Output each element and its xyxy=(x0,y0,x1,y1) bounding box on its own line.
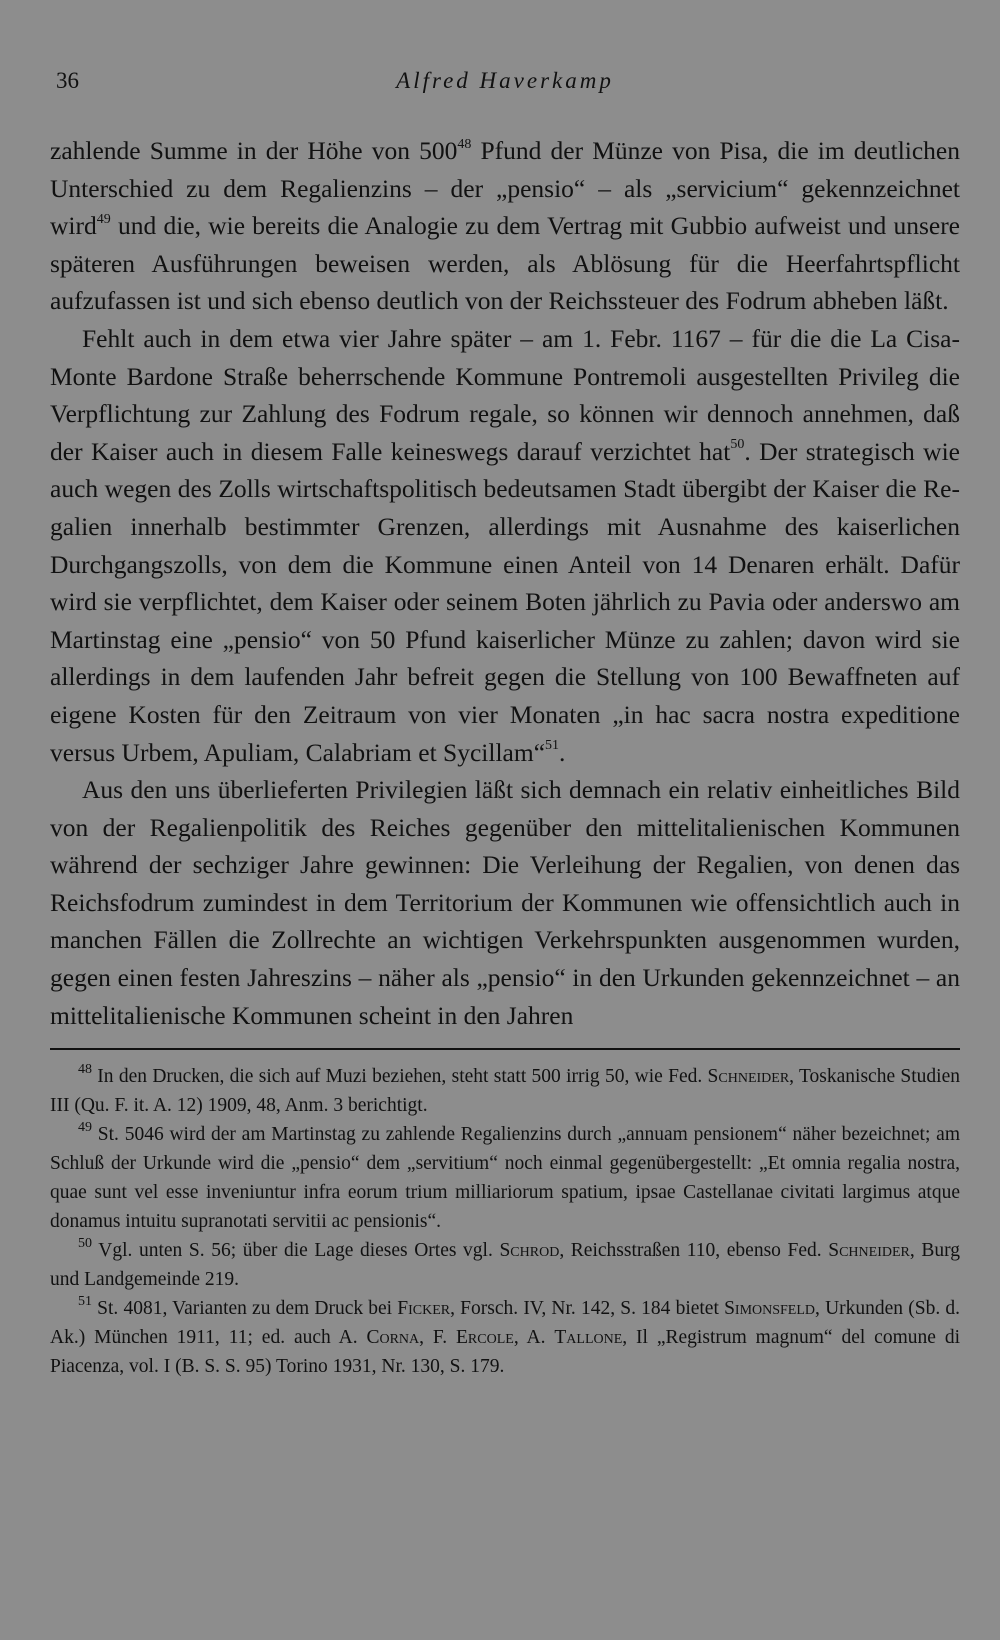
author-name: Ficker xyxy=(397,1298,451,1320)
author-name: Corna xyxy=(366,1327,420,1349)
author-name: Tallone xyxy=(554,1327,623,1349)
page-number: 36 xyxy=(56,68,79,93)
paragraph-text: . xyxy=(559,737,566,767)
footnote-text: , Il „Registrum magnum“ del comune di Piacenza, vol. I (B. S. S. 95) Torino 1931, Nr. 130, S. 179. xyxy=(50,1327,960,1378)
footnote-ref-51: 51 xyxy=(545,738,560,753)
paragraph-1 xyxy=(50,132,960,320)
footnote-number: 50 xyxy=(78,1235,92,1251)
footnote-divider xyxy=(50,1048,960,1050)
footnote-text: St. 5046 wird der am Martinstag zu zahlende Regalienzins durch „annuam pensionem“ näher bezeichnet; am Schluß der Urkunde wird die „pensio“ dem „servitium“ noch einmal gegenübergestellt: „Et omnia regalia nostra, quae sunt vel esse inveniuntur infra eorum trium milliariorum spatium, ipsae Castellanae civitati largimus atque donamus intuitu supranotati servitii ac pensionis“. xyxy=(50,1124,960,1233)
page-header xyxy=(50,60,960,104)
footnote-number: 48 xyxy=(78,1061,92,1077)
footnote-51 xyxy=(50,1294,960,1381)
footnote-48 xyxy=(50,1062,960,1120)
footnote-ref-49: 49 xyxy=(96,211,111,227)
footnote-text: Vgl. unten S. 56; über die Lage dieses Ortes vgl. xyxy=(92,1240,500,1262)
footnote-50 xyxy=(50,1236,960,1294)
footnote-text: , Forsch. IV, Nr. 142, S. 184 bietet xyxy=(450,1298,725,1320)
footnote-text: , A. xyxy=(513,1327,555,1349)
footnote-text: In den Drucken, die sich auf Muzi beziehen, steht statt 500 irrig 50, wie Fed. xyxy=(92,1066,708,1088)
footnote-number: 51 xyxy=(78,1293,92,1309)
footnote-text: , Burg und Landgemeinde 219. xyxy=(50,1240,960,1291)
paragraph-text: Fehlt auch in dem etwa vier Jahre später – am 1. Febr. 1167 – für die die La Cisa-Monte Bardone Straße beherrschende Kommune Pontremoli ausgestellten Privileg die Verpflichtung zur Zahlung des Fodrum regale, so können wir dennoch annehmen, daß der Kaiser auch in diesem Falle keineswegs darauf verzichtet hat xyxy=(50,323,960,466)
main-text xyxy=(50,132,960,1034)
footnote-number: 49 xyxy=(78,1119,92,1135)
paragraph-text: Pfund der Münze von Pisa, die im deutlichen Unterschied zu dem Regalienzins – der „pensio“ – als „servicium“ gekennzeichnet wird xyxy=(50,136,960,241)
footnote-text: , F. xyxy=(419,1327,456,1349)
author-name: Schneider xyxy=(828,1240,910,1262)
author-name: Schrod xyxy=(499,1240,560,1262)
running-head-author: Alfred Haverkamp xyxy=(396,68,614,93)
paragraph-text: und die, wie bereits die Analogie zu dem Vertrag mit Gubbio aufweist und unsere späteren Ausführungen beweisen werden, als Ablösung für die Heerfahrtspflicht aufzufassen ist und sich ebenso deutlich von der Reichssteuer des Fodrum abheben läßt. xyxy=(50,211,960,316)
paragraph-3: Aus den uns überlieferten Privilegien läßt sich demnach ein relativ einheitliches Bild von der Regalienpolitik des Reiches gegenüber den mittelitalienischen Kommunen während der sechziger Jahre gewinnen: Die Verleihung der Regalien, von denen das Reichsfodrum zumindest in dem Territorium der Kommunen wie offensichtlich auch in manchen Fällen die Zollrechte an wichtigen Verkehrspunkten ausgenommen wurden, gegen einen festen Jahreszins – näher als „pensio“ in den Urkunden gekennzeichnet – an mittelitalienische Kommunen scheint in den Jahren xyxy=(50,775,960,1030)
author-name: Schneider xyxy=(707,1066,790,1088)
footnote-text: , Urkunden (Sb. d. Ak.) München 1911, 11; ed. auch A. xyxy=(50,1298,960,1349)
author-name: Ercole xyxy=(456,1327,514,1349)
author-name: Simonsfeld xyxy=(724,1298,816,1320)
paragraph-text: zahlende Summe in der Höhe von 500 xyxy=(50,136,458,165)
footnote-ref-50: 50 xyxy=(730,437,745,453)
footnotes xyxy=(50,1062,960,1381)
footnote-text: St. 4081, Varianten zu dem Druck bei xyxy=(92,1298,398,1320)
footnote-text: , Reichsstraßen 110, ebenso Fed. xyxy=(559,1240,829,1262)
footnote-ref-48: 48 xyxy=(457,136,472,152)
paragraph-2 xyxy=(50,320,960,771)
paragraph-text: . Der strategisch wie auch wegen des Zolls wirtschaftspolitisch bedeutsamen Stadt übergibt der Kaiser die Regalien innerhalb bestimmter Grenzen, allerdings mit Ausnahme des kaiserlichen Durchgangszolls, von dem die Kommune einen Anteil von 14 Denaren erhält. Dafür wird sie verpflichtet, dem Kaiser oder seinem Boten jährlich zu Pavia oder anderswo am Martinstag eine „pensio“ von 50 Pfund kaiserlicher Münze zu zahlen; davon wird sie allerdings in dem laufenden Jahr befreit gegen die Stellung von 100 Bewaffneten auf eigene Kosten für den Zeitraum von vier Monaten „in hac sacra nostra expeditione versus Urbem, Apuliam, Calabriam et Sycillam“ xyxy=(50,436,960,767)
footnote-49 xyxy=(50,1120,960,1236)
footnote-text: , Toskanische Studien III (Qu. F. it. A. 12) 1909, 48, Anm. 3 berichtigt. xyxy=(50,1066,960,1117)
